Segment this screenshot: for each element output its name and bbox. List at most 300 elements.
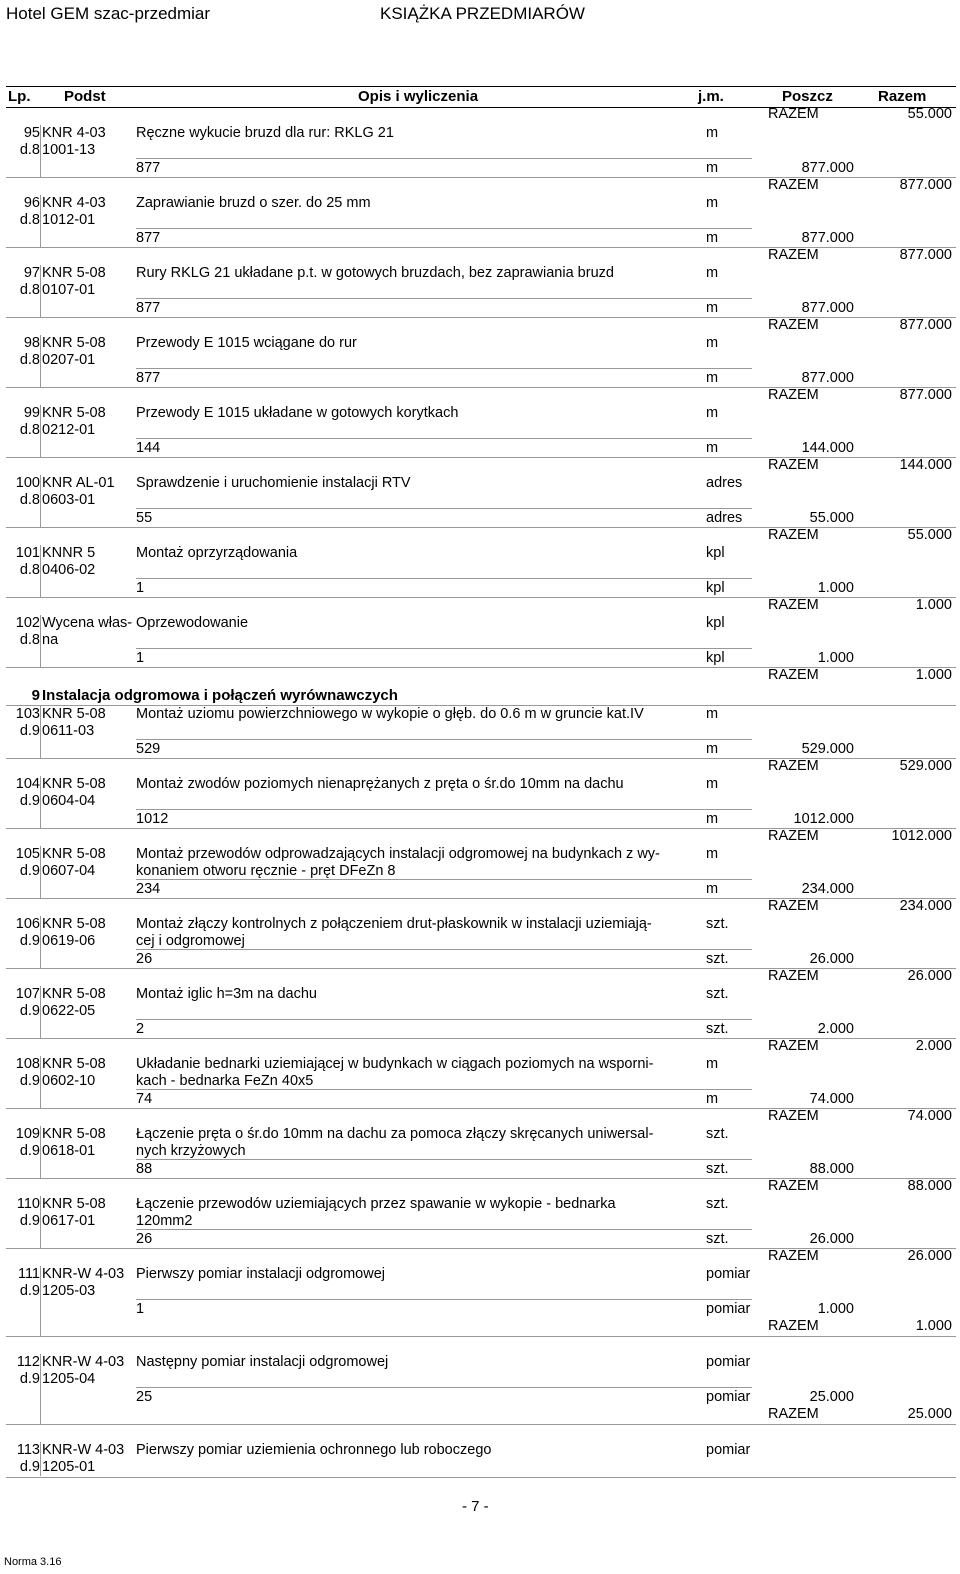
column-divider <box>40 545 41 597</box>
estimate-item-row <box>6 1056 956 1126</box>
item-lp: 97 <box>23 265 40 281</box>
item-jm: m <box>706 195 719 211</box>
item-opis-2: 120mm2 <box>136 1213 193 1229</box>
item-opis-2: nych krzyżowych <box>136 1143 246 1159</box>
item-podst-1: KNR 5-08 <box>42 265 106 281</box>
item-podst-2: 1012-01 <box>42 212 96 228</box>
item-dzial: d.8 <box>19 282 40 298</box>
item-qty: 234 <box>136 881 161 897</box>
item-qty-jm: m <box>706 370 719 386</box>
item-poszcz: 877.000 <box>801 230 854 246</box>
item-qty: 55 <box>136 510 153 526</box>
item-opis-1: Pierwszy pomiar instalacji odgromowej <box>136 1266 386 1282</box>
item-podst-1: KNR 4-03 <box>42 125 106 141</box>
item-jm: pomiar <box>706 1266 751 1282</box>
item-lp: 101 <box>15 545 40 561</box>
row-divider <box>6 828 956 829</box>
item-razem: 88.000 <box>907 1178 952 1194</box>
item-qty: 144 <box>136 440 161 456</box>
item-jm: szt. <box>706 986 729 1002</box>
column-divider <box>40 846 41 898</box>
item-lp: 95 <box>23 125 40 141</box>
item-opis-1: Pierwszy pomiar uziemienia ochronnego lub roboczego <box>136 1442 492 1458</box>
item-qty-jm: pomiar <box>706 1301 751 1317</box>
item-dzial: d.8 <box>19 632 40 648</box>
item-jm: pomiar <box>706 1442 751 1458</box>
item-qty-jm: adres <box>706 510 743 526</box>
item-razem-label: RAZEM <box>768 387 819 403</box>
item-opis-1: Montaż oprzyrządowania <box>136 545 298 561</box>
item-jm: m <box>706 265 719 281</box>
row-divider <box>6 1424 956 1425</box>
item-lp: 105 <box>15 846 40 862</box>
row-divider <box>136 739 752 740</box>
estimate-item-row <box>6 335 956 405</box>
item-jm: szt. <box>706 1126 729 1142</box>
item-qty-jm: m <box>706 300 719 316</box>
col-razem: Razem <box>878 88 927 105</box>
item-razem: 25.000 <box>907 1406 952 1422</box>
item-qty-jm: szt. <box>706 1021 729 1037</box>
item-dzial: d.9 <box>19 1283 40 1299</box>
row-divider <box>6 898 956 899</box>
column-header-row <box>6 86 956 108</box>
item-podst-1: KNR 4-03 <box>42 195 106 211</box>
item-opis-1: Montaż złączy kontrolnych z połączeniem drut-płaskownik w instalacji uziemiają- <box>136 916 652 932</box>
column-divider <box>40 125 41 177</box>
estimate-item-row <box>6 475 956 545</box>
item-jm: m <box>706 1056 719 1072</box>
item-qty-jm: m <box>706 160 719 176</box>
item-dzial: d.9 <box>19 863 40 879</box>
item-jm: pomiar <box>706 1354 751 1370</box>
norma-version: Norma 3.16 <box>4 1556 62 1568</box>
item-razem-label: RAZEM <box>768 758 819 774</box>
estimate-item-row <box>6 776 956 846</box>
item-qty: 26 <box>136 1231 153 1247</box>
item-dzial: d.8 <box>19 212 40 228</box>
item-razem-label: RAZEM <box>768 1108 819 1124</box>
item-podst-1: KNR 5-08 <box>42 405 106 421</box>
item-razem: 877.000 <box>899 247 952 263</box>
row-divider <box>136 1229 752 1230</box>
column-divider <box>40 615 41 667</box>
item-podst-2: 1205-03 <box>42 1283 96 1299</box>
item-razem: 74.000 <box>907 1108 952 1124</box>
item-qty-jm: pomiar <box>706 1389 751 1405</box>
section-num: 9 <box>31 687 40 704</box>
item-dzial: d.8 <box>19 562 40 578</box>
item-podst-2: 1205-01 <box>42 1459 96 1475</box>
item-podst-2: 0611-03 <box>42 723 95 739</box>
item-lp: 108 <box>15 1056 40 1072</box>
document-header-title: KSIĄŻKA PRZEDMIARÓW <box>380 4 585 23</box>
item-podst-1: Wycena włas- <box>42 615 133 631</box>
item-poszcz: 1.000 <box>817 650 854 666</box>
item-podst-2: 0618-01 <box>42 1143 96 1159</box>
item-lp: 103 <box>15 706 40 722</box>
item-poszcz: 25.000 <box>809 1389 854 1405</box>
item-opis-2: cej i odgromowej <box>136 933 245 949</box>
column-divider <box>40 405 41 457</box>
item-opis-2: kach - bednarka FeZn 40x5 <box>136 1073 314 1089</box>
item-lp: 106 <box>15 916 40 932</box>
item-opis-1: Następny pomiar instalacji odgromowej <box>136 1354 389 1370</box>
item-qty-jm: kpl <box>706 650 725 666</box>
row-divider <box>136 228 752 229</box>
item-razem-label: RAZEM <box>768 527 819 543</box>
item-qty: 88 <box>136 1161 153 1177</box>
column-divider <box>40 265 41 317</box>
item-qty-jm: m <box>706 1091 719 1107</box>
item-qty-jm: szt. <box>706 951 729 967</box>
item-dzial: d.9 <box>19 723 40 739</box>
row-divider <box>6 457 956 458</box>
item-razem-label: RAZEM <box>768 317 819 333</box>
item-razem-label: RAZEM <box>768 968 819 984</box>
item-qty: 529 <box>136 741 161 757</box>
item-jm: m <box>706 846 719 862</box>
item-podst-2: 0107-01 <box>42 282 96 298</box>
row-divider <box>6 758 956 759</box>
top-razem-value: 55.000 <box>907 106 952 122</box>
estimate-item-row <box>6 545 956 615</box>
item-podst-2: 0603-01 <box>42 492 96 508</box>
col-lp: Lp. <box>8 88 31 105</box>
item-podst-2: 0212-01 <box>42 422 96 438</box>
row-divider <box>136 1387 752 1388</box>
row-divider <box>6 968 956 969</box>
item-razem-label: RAZEM <box>768 1038 819 1054</box>
item-opis-1: Przewody E 1015 wciągane do rur <box>136 335 357 351</box>
item-podst-1: KNR 5-08 <box>42 1126 106 1142</box>
estimate-item-row <box>6 846 956 916</box>
item-razem: 234.000 <box>899 898 952 914</box>
item-poszcz: 1.000 <box>817 1301 854 1317</box>
item-razem: 529.000 <box>899 758 952 774</box>
item-qty: 1 <box>136 650 145 666</box>
item-qty-jm: m <box>706 881 719 897</box>
item-qty: 2 <box>136 1021 145 1037</box>
item-lp: 107 <box>15 986 40 1002</box>
item-podst-2: 0602-10 <box>42 1073 96 1089</box>
item-qty: 25 <box>136 1389 153 1405</box>
estimate-item-row <box>6 916 956 986</box>
estimate-item-row <box>6 706 956 776</box>
item-razem-label: RAZEM <box>768 1178 819 1194</box>
column-divider <box>40 335 41 387</box>
row-divider <box>6 527 956 528</box>
col-poszcz: Poszcz <box>782 88 833 105</box>
item-qty-jm: szt. <box>706 1161 729 1177</box>
estimate-item-row <box>6 1354 956 1442</box>
item-podst-1: KNR-W 4-03 <box>42 1354 125 1370</box>
row-divider <box>136 949 752 950</box>
item-poszcz: 88.000 <box>809 1161 854 1177</box>
item-jm: adres <box>706 475 743 491</box>
column-divider <box>40 1354 41 1424</box>
item-podst-1: KNR 5-08 <box>42 1196 106 1212</box>
column-divider <box>40 1266 41 1336</box>
section-header <box>6 687 398 704</box>
item-lp: 98 <box>23 335 40 351</box>
item-poszcz: 1012.000 <box>793 811 854 827</box>
item-dzial: d.9 <box>19 1143 40 1159</box>
estimate-item-row <box>6 195 956 265</box>
row-divider <box>6 1477 956 1478</box>
item-razem-label: RAZEM <box>768 247 819 263</box>
item-poszcz: 26.000 <box>809 951 854 967</box>
column-divider <box>40 475 41 527</box>
item-lp: 96 <box>23 195 40 211</box>
row-divider <box>6 177 956 178</box>
item-dzial: d.9 <box>19 1073 40 1089</box>
item-poszcz: 74.000 <box>809 1091 854 1107</box>
item-opis-1: Montaż zwodów poziomych nienaprężanych z pręta o śr.do 10mm na dachu <box>136 776 624 792</box>
column-divider <box>40 986 41 1038</box>
item-lp: 102 <box>15 615 40 631</box>
item-podst-1: KNR 5-08 <box>42 916 106 932</box>
item-jm: m <box>706 706 719 722</box>
item-dzial: d.8 <box>19 352 40 368</box>
row-divider <box>6 247 956 248</box>
item-jm: kpl <box>706 545 725 561</box>
item-opis-1: Rury RKLG 21 układane p.t. w gotowych bruzdach, bez zaprawiania bruzd <box>136 265 614 281</box>
item-qty-jm: kpl <box>706 580 725 596</box>
item-jm: m <box>706 335 719 351</box>
estimate-item-row <box>6 1196 956 1266</box>
row-divider <box>136 1159 752 1160</box>
row-divider <box>6 1038 956 1039</box>
estimate-item-row <box>6 1442 956 1476</box>
item-lp: 99 <box>23 405 40 421</box>
column-divider <box>40 1196 41 1248</box>
item-qty-jm: m <box>706 230 719 246</box>
page-number: - 7 - <box>462 1498 489 1515</box>
item-qty-jm: szt. <box>706 1231 729 1247</box>
item-poszcz: 529.000 <box>801 741 854 757</box>
item-podst-1: KNR-W 4-03 <box>42 1442 125 1458</box>
item-podst-2: 0406-02 <box>42 562 96 578</box>
item-razem: 1.000 <box>915 1318 952 1334</box>
item-razem: 26.000 <box>907 968 952 984</box>
item-podst-2: 1205-04 <box>42 1371 96 1387</box>
item-jm: m <box>706 776 719 792</box>
item-dzial: d.9 <box>19 793 40 809</box>
row-divider <box>136 809 752 810</box>
row-divider <box>136 1019 752 1020</box>
item-qty: 877 <box>136 160 161 176</box>
item-razem: 1.000 <box>915 667 952 683</box>
item-poszcz: 877.000 <box>801 370 854 386</box>
item-razem-label: RAZEM <box>768 597 819 613</box>
item-poszcz: 877.000 <box>801 160 854 176</box>
item-razem: 2.000 <box>915 1038 952 1054</box>
item-opis-1: Ręczne wykucie bruzd dla rur: RKLG 21 <box>136 125 394 141</box>
item-jm: m <box>706 125 719 141</box>
item-podst-2: na <box>42 632 59 648</box>
item-qty-jm: m <box>706 440 719 456</box>
item-podst-2: 0604-04 <box>42 793 96 809</box>
column-divider <box>40 1442 41 1476</box>
row-divider <box>6 387 956 388</box>
item-opis-1: Montaż uziomu powierzchniowego w wykopie o głęb. do 0.6 m w gruncie kat.IV <box>136 706 644 722</box>
top-razem-label: RAZEM <box>768 106 819 122</box>
row-divider <box>136 508 752 509</box>
item-poszcz: 877.000 <box>801 300 854 316</box>
row-divider <box>136 1089 752 1090</box>
document-header-left: Hotel GEM szac-przedmiar <box>6 4 211 23</box>
item-razem: 1.000 <box>915 597 952 613</box>
item-razem-label: RAZEM <box>768 667 819 683</box>
item-opis-1: Przewody E 1015 układane w gotowych korytkach <box>136 405 459 421</box>
column-divider <box>40 916 41 968</box>
item-razem: 144.000 <box>899 457 952 473</box>
estimate-item-row <box>6 986 956 1056</box>
item-qty: 1 <box>136 1301 145 1317</box>
item-podst-2: 0622-05 <box>42 1003 96 1019</box>
item-razem-label: RAZEM <box>768 828 819 844</box>
item-dzial: d.9 <box>19 1371 40 1387</box>
row-divider <box>6 1248 956 1249</box>
item-razem: 877.000 <box>899 177 952 193</box>
column-divider <box>40 195 41 247</box>
row-divider <box>136 578 752 579</box>
item-opis-1: Łączenie przewodów uziemiających przez spawanie w wykopie - bednarka <box>136 1196 616 1212</box>
row-divider <box>136 438 752 439</box>
item-dzial: d.9 <box>19 1003 40 1019</box>
row-divider <box>6 1336 956 1337</box>
item-podst-2: 0619-06 <box>42 933 96 949</box>
item-qty: 74 <box>136 1091 153 1107</box>
item-lp: 113 <box>16 1442 40 1458</box>
item-razem: 55.000 <box>907 527 952 543</box>
item-podst-1: KNR 5-08 <box>42 986 106 1002</box>
estimate-item-row <box>6 125 956 195</box>
item-podst-1: KNNR 5 <box>42 545 96 561</box>
item-razem-label: RAZEM <box>768 457 819 473</box>
item-razem-label: RAZEM <box>768 177 819 193</box>
item-razem-label: RAZEM <box>768 1318 819 1334</box>
item-poszcz: 1.000 <box>817 580 854 596</box>
row-divider <box>6 667 956 668</box>
row-divider <box>136 158 752 159</box>
row-divider <box>136 1299 752 1300</box>
item-lp: 104 <box>15 776 40 792</box>
item-podst-1: KNR 5-08 <box>42 776 106 792</box>
estimate-item-row <box>6 615 956 685</box>
item-podst-1: KNR AL-01 <box>42 475 115 491</box>
row-divider <box>136 298 752 299</box>
item-dzial: d.8 <box>19 492 40 508</box>
item-dzial: d.9 <box>19 1459 40 1475</box>
row-divider <box>136 648 752 649</box>
item-qty: 26 <box>136 951 153 967</box>
item-dzial: d.9 <box>19 933 40 949</box>
item-razem: 877.000 <box>899 317 952 333</box>
item-jm: szt. <box>706 916 729 932</box>
item-opis-1: Oprzewodowanie <box>136 615 249 631</box>
column-divider <box>40 706 41 758</box>
item-lp: 111 <box>17 1266 40 1282</box>
col-opis: Opis i wyliczenia <box>358 88 479 105</box>
item-qty: 877 <box>136 300 161 316</box>
item-razem: 26.000 <box>907 1248 952 1264</box>
row-divider <box>6 317 956 318</box>
item-qty-jm: m <box>706 811 719 827</box>
column-divider <box>40 1056 41 1108</box>
item-lp: 110 <box>16 1196 40 1212</box>
item-qty-jm: m <box>706 741 719 757</box>
row-divider <box>6 1108 956 1109</box>
item-razem: 1012.000 <box>891 828 952 844</box>
item-poszcz: 234.000 <box>801 881 854 897</box>
item-podst-1: KNR 5-08 <box>42 1056 106 1072</box>
item-poszcz: 144.000 <box>801 440 854 456</box>
item-podst-1: KNR-W 4-03 <box>42 1266 125 1282</box>
item-jm: szt. <box>706 1196 729 1212</box>
item-lp: 109 <box>15 1126 40 1142</box>
row-divider <box>6 597 956 598</box>
item-opis-1: Zaprawianie bruzd o szer. do 25 mm <box>136 195 371 211</box>
column-divider <box>40 1126 41 1178</box>
section-title: Instalacja odgromowa i połączeń wyrównawczych <box>42 687 398 704</box>
item-qty: 877 <box>136 370 161 386</box>
item-qty: 1 <box>136 580 145 596</box>
item-podst-2: 1001-13 <box>42 142 96 158</box>
estimate-item-row <box>6 1266 956 1354</box>
column-divider <box>40 776 41 828</box>
row-divider <box>136 368 752 369</box>
item-podst-2: 0207-01 <box>42 352 96 368</box>
item-podst-1: KNR 5-08 <box>42 846 106 862</box>
item-podst-2: 0607-04 <box>42 863 96 879</box>
estimate-item-row <box>6 405 956 475</box>
item-podst-1: KNR 5-08 <box>42 706 106 722</box>
item-lp: 100 <box>15 475 40 491</box>
item-opis-1: Sprawdzenie i uruchomienie instalacji RTV <box>136 475 411 491</box>
item-poszcz: 26.000 <box>809 1231 854 1247</box>
col-podst: Podst <box>64 88 106 105</box>
item-poszcz: 55.000 <box>809 510 854 526</box>
item-opis-2: konaniem otworu ręcznie - pręt DFeZn 8 <box>136 863 396 879</box>
item-razem: 877.000 <box>899 387 952 403</box>
item-opis-1: Łączenie pręta o śr.do 10mm na dachu za pomoca złączy skręcanych uniwersal- <box>136 1126 654 1142</box>
row-divider <box>6 1178 956 1179</box>
item-qty: 1012 <box>136 811 169 827</box>
item-jm: kpl <box>706 615 725 631</box>
item-qty: 877 <box>136 230 161 246</box>
item-podst-1: KNR 5-08 <box>42 335 106 351</box>
item-razem-label: RAZEM <box>768 898 819 914</box>
item-dzial: d.8 <box>19 142 40 158</box>
item-lp: 112 <box>16 1354 40 1370</box>
item-razem-label: RAZEM <box>768 1406 819 1422</box>
item-jm: m <box>706 405 719 421</box>
estimate-item-row <box>6 1126 956 1196</box>
item-razem-label: RAZEM <box>768 1248 819 1264</box>
estimate-item-row <box>6 265 956 335</box>
row-divider <box>136 879 752 880</box>
item-dzial: d.8 <box>19 422 40 438</box>
item-opis-1: Montaż przewodów odprowadzających instalacji odgromowej na budynkach z wy- <box>136 846 660 862</box>
item-opis-1: Montaż iglic h=3m na dachu <box>136 986 317 1002</box>
item-poszcz: 2.000 <box>817 1021 854 1037</box>
col-jm: j.m. <box>698 88 724 105</box>
item-opis-1: Układanie bednarki uziemiającej w budynkach w ciągach poziomych na wsporni- <box>136 1056 654 1072</box>
item-dzial: d.9 <box>19 1213 40 1229</box>
item-podst-2: 0617-01 <box>42 1213 96 1229</box>
